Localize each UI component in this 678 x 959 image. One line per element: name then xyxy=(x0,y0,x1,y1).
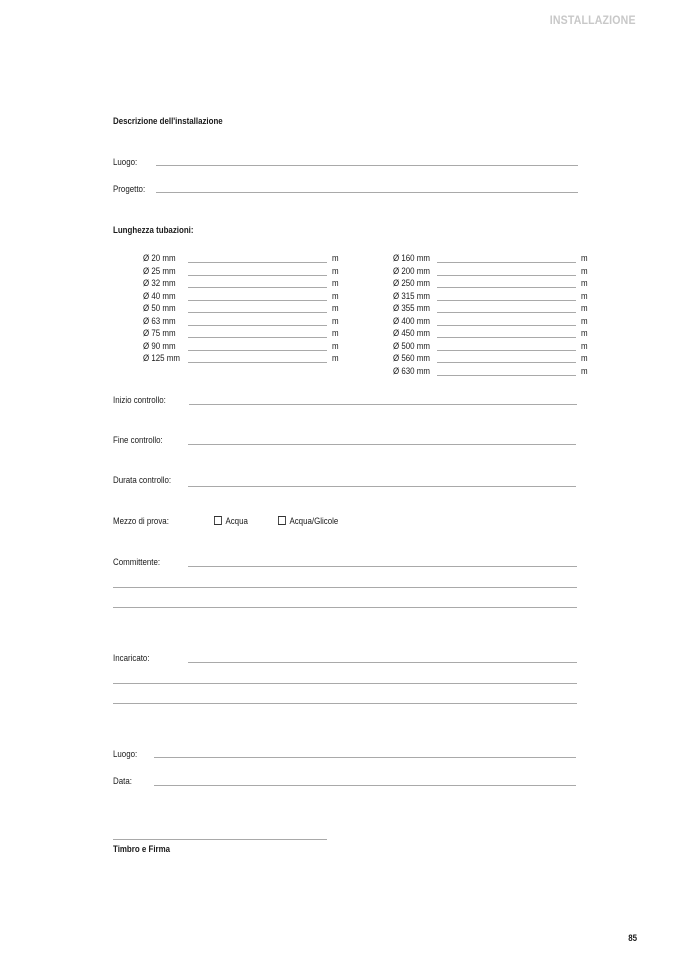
pipe-unit-left: m xyxy=(332,278,339,289)
luogo-label: Luogo: xyxy=(113,157,138,167)
pipe-diameter-right: Ø 630 mm xyxy=(393,365,430,376)
pipe-length-heading: Lunghezza tubazioni: xyxy=(113,225,194,235)
pipe-length-field-left[interactable] xyxy=(188,287,327,288)
pipe-unit-left: m xyxy=(332,303,339,314)
pipe-diameter-left: Ø 90 mm xyxy=(143,340,176,351)
pipe-length-field-left[interactable] xyxy=(188,275,327,276)
pipe-diameter-right: Ø 500 mm xyxy=(393,340,430,351)
option-acqua-glicole-label: Acqua/Glicole xyxy=(289,516,339,526)
pipe-diameter-left: Ø 50 mm xyxy=(143,303,176,314)
data-label: Data: xyxy=(113,776,132,786)
option-acqua-glicole[interactable] xyxy=(278,516,338,527)
fine-controllo-label: Fine controllo: xyxy=(113,435,163,445)
option-acqua[interactable] xyxy=(214,516,248,527)
incaricato-field[interactable] xyxy=(188,662,577,663)
pipe-length-field-right[interactable] xyxy=(437,375,576,376)
pipe-length-field-right[interactable] xyxy=(437,325,576,326)
pipe-length-field-left[interactable] xyxy=(188,362,327,363)
incaricato-label: Incaricato: xyxy=(113,653,150,663)
checkbox-acqua[interactable] xyxy=(214,516,222,525)
pipe-length-field-right[interactable] xyxy=(437,262,576,263)
pipe-unit-right: m xyxy=(581,278,588,289)
pipe-unit-left: m xyxy=(332,315,339,326)
pipe-diameter-right: Ø 400 mm xyxy=(393,315,430,326)
pipe-length-field-right[interactable] xyxy=(437,337,576,338)
incaricato-line-3[interactable] xyxy=(113,703,577,704)
progetto-label: Progetto: xyxy=(113,184,146,194)
pipe-diameter-right: Ø 450 mm xyxy=(393,328,430,339)
pipe-unit-right: m xyxy=(581,265,588,276)
description-heading: Descrizione dell'installazione xyxy=(113,116,223,126)
pipe-unit-right: m xyxy=(581,340,588,351)
pipe-length-field-left[interactable] xyxy=(188,350,327,351)
pipe-unit-left: m xyxy=(332,290,339,301)
pipe-length-field-right[interactable] xyxy=(437,312,576,313)
pipe-diameter-left: Ø 40 mm xyxy=(143,290,176,301)
pipe-length-field-left[interactable] xyxy=(188,337,327,338)
incaricato-line-2[interactable] xyxy=(113,683,577,684)
section-title: INSTALLAZIONE xyxy=(550,13,636,27)
pipe-length-field-left[interactable] xyxy=(188,312,327,313)
pipe-diameter-right: Ø 315 mm xyxy=(393,290,430,301)
pipe-unit-right: m xyxy=(581,328,588,339)
committente-line-3[interactable] xyxy=(113,607,577,608)
pipe-diameter-right: Ø 560 mm xyxy=(393,353,430,364)
fine-controllo-field[interactable] xyxy=(188,444,576,445)
pipe-diameter-left: Ø 75 mm xyxy=(143,328,176,339)
pipe-length-field-right[interactable] xyxy=(437,287,576,288)
pipe-length-field-right[interactable] xyxy=(437,362,576,363)
progetto-field[interactable] xyxy=(156,192,578,193)
pipe-diameter-left: Ø 20 mm xyxy=(143,253,176,263)
pipe-unit-left: m xyxy=(332,353,339,364)
committente-field[interactable] xyxy=(188,566,577,567)
luogo-firma-label: Luogo: xyxy=(113,749,138,759)
pipe-length-field-right[interactable] xyxy=(437,275,576,276)
pipe-unit-right: m xyxy=(581,365,588,376)
pipe-unit-right: m xyxy=(581,315,588,326)
pipe-unit-right: m xyxy=(581,253,588,263)
pipe-unit-left: m xyxy=(332,253,339,263)
pipe-diameter-left: Ø 25 mm xyxy=(143,265,176,276)
luogo-field[interactable] xyxy=(156,165,578,166)
pipe-unit-left: m xyxy=(332,340,339,351)
signature-label: Timbro e Firma xyxy=(113,844,171,854)
mezzo-di-prova-label: Mezzo di prova: xyxy=(113,516,169,526)
signature-line[interactable] xyxy=(113,839,327,840)
pipe-diameter-right: Ø 250 mm xyxy=(393,278,430,289)
pipe-diameter-left: Ø 32 mm xyxy=(143,278,176,289)
pipe-diameter-right: Ø 200 mm xyxy=(393,265,430,276)
page-number: 85 xyxy=(628,933,637,943)
pipe-unit-right: m xyxy=(581,290,588,301)
pipe-diameter-right: Ø 160 mm xyxy=(393,253,430,263)
data-field[interactable] xyxy=(154,785,576,786)
durata-controllo-label: Durata controllo: xyxy=(113,475,172,485)
durata-controllo-field[interactable] xyxy=(188,486,576,487)
pipe-unit-right: m xyxy=(581,303,588,314)
checkbox-acqua-glicole[interactable] xyxy=(278,516,286,525)
pipe-unit-right: m xyxy=(581,353,588,364)
pipe-length-field-left[interactable] xyxy=(188,262,327,263)
inizio-controllo-field[interactable] xyxy=(189,404,577,405)
option-acqua-label: Acqua xyxy=(225,516,248,526)
luogo-firma-field[interactable] xyxy=(154,757,576,758)
committente-label: Committente: xyxy=(113,557,161,567)
pipe-diameter-left: Ø 125 mm xyxy=(143,353,180,364)
pipe-diameter-left: Ø 63 mm xyxy=(143,315,176,326)
inizio-controllo-label: Inizio controllo: xyxy=(113,395,166,405)
pipe-unit-left: m xyxy=(332,328,339,339)
pipe-length-field-left[interactable] xyxy=(188,300,327,301)
pipe-length-field-right[interactable] xyxy=(437,300,576,301)
pipe-unit-left: m xyxy=(332,265,339,276)
committente-line-2[interactable] xyxy=(113,587,577,588)
pipe-length-field-left[interactable] xyxy=(188,325,327,326)
pipe-length-field-right[interactable] xyxy=(437,350,576,351)
pipe-diameter-right: Ø 355 mm xyxy=(393,303,430,314)
